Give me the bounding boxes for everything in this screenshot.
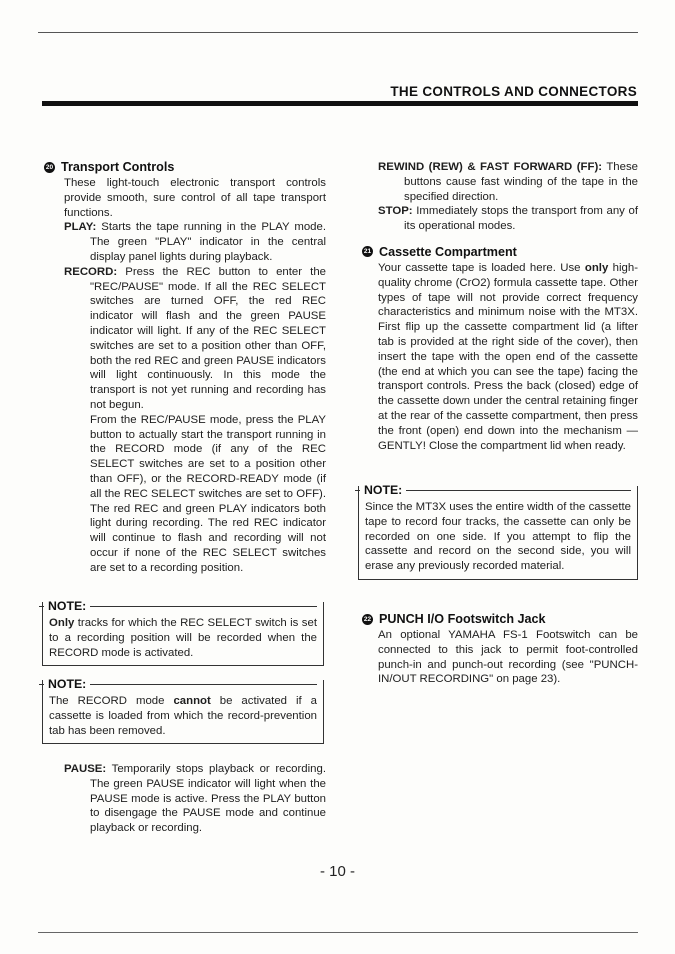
record-paragraph (64, 265, 326, 413)
pause-block (64, 762, 326, 836)
left-column (44, 160, 326, 576)
note-label: NOTE: (48, 599, 87, 613)
rewind-paragraph (378, 160, 638, 204)
bottom-rule (38, 932, 638, 933)
note-body-a: The RECORD mode (49, 695, 174, 707)
cassette-body (362, 261, 638, 453)
section-number-badge: 22 (363, 615, 372, 623)
pause-text: Temporarily stops playback or recording. The green PAUSE indicator will light when the PAUSE mode is active. Press the PLAY button to disengage the PAUSE mode and continue playback or recording. (90, 763, 326, 835)
transport-controls-title: Transport Controls (61, 160, 175, 174)
note-text (49, 616, 317, 660)
punch-heading (362, 612, 638, 626)
note-box-rec-select (42, 599, 324, 666)
note-heading (355, 483, 631, 497)
top-rule (38, 32, 638, 33)
note-body: tracks for which the REC SELECT switch is set to a recording position will be recorded when the RECORD mode is activated. (49, 617, 317, 659)
note-tick (39, 606, 44, 607)
cassette-text-b: high-quality chrome (CrO2) formula cassette tape. Other types of tape will not provide correct frequency characteristics and minimum noise with the MT3X. First flip up the cassette compartment lid (a lifter tab is provided at the right side of the cover), then insert the tape with the open end of the cassette (the end at which you can see the tape) facing the transport controls. Press the back (closed) edge of the cassette down under the central retaining finger at the rear of the cassette compartment, then press the front (open) end down into the mechanism — GENTLY! Close the compartment lid when ready. (378, 261, 638, 452)
note-label: NOTE: (364, 483, 403, 497)
record-paragraph-2: From the REC/PAUSE mode, press the PLAY button to actually start the transport running in the RECORD mode (if any of the REC SELECT switches are set to a position other than OFF), or the RECORD-READY mode (if all the REC SELECT switches are set to OFF). The red REC and green PLAY indicators both light during recording. The red REC indicator will continue to flash and recording will not occur if none of the REC SELECT switches are set to a recording position. (90, 413, 326, 574)
cassette-title: Cassette Compartment (379, 244, 517, 259)
record-text: Press the REC button to enter the "REC/PAUSE" mode. If all the REC SELECT switches are turned OFF, the red REC indicator will flash and the green PAUSE indicator will light. If any of the REC SELECT switches are set to a position other than OFF, both the red REC and green PAUSE indicators will light continuously. In this mode the transport is not yet running and recording has not begun. (90, 265, 326, 411)
cassette-paragraph (378, 261, 638, 453)
note-box-one-side (358, 483, 638, 580)
punch-paragraph: An optional YAMAHA FS-1 Footswitch can be connected to this jack to permit foot-controlled punch-in and punch-out recording (see "PUNCH-IN/OUT RECORDING" on page 23). (378, 629, 638, 686)
note-tick (39, 684, 44, 685)
note-label: NOTE: (48, 677, 87, 691)
rewind-stop-block (362, 160, 638, 234)
punch-section (362, 612, 638, 687)
note-heading (39, 677, 317, 691)
play-text: Starts the tape running in the PLAY mode. The green "PLAY" indicator in the central display panel lights during playback. (90, 221, 326, 263)
play-label: PLAY: (64, 221, 97, 234)
page-number: - 10 - (319, 863, 355, 880)
punch-title: PUNCH I/O Footswitch Jack (379, 612, 546, 626)
rewind-text: These buttons cause fast winding of the tape in the specified direction. (404, 161, 638, 203)
note-text: Since the MT3X uses the entire width of the cassette tape to record four tracks, the cassette can only be recorded on one side. If you attempt to flip the cassette and record on the second side, you will erase any previously recorded material. (365, 501, 631, 573)
right-column (362, 160, 638, 453)
note-box-record-prevention (42, 677, 324, 744)
stop-label: STOP: (378, 205, 413, 218)
note-rule (406, 490, 631, 491)
cassette-bold: only (584, 261, 609, 274)
note-rule (90, 684, 317, 685)
play-paragraph (64, 220, 326, 264)
note-rule (90, 606, 317, 607)
stop-text: Immediately stops the transport from any of its operational modes. (404, 205, 638, 233)
transport-intro: These light-touch electronic transport controls provide smooth, sure control of all tape transport functions. (64, 177, 326, 219)
pause-paragraph (64, 762, 326, 836)
note-body-b: be activated if a cassette is loaded from which the record-prevention tab has been removed. (49, 695, 317, 737)
rewind-label: REWIND (REW) & FAST FORWARD (FF): (378, 161, 603, 173)
pause-label: PAUSE: (64, 763, 107, 775)
header-rule (42, 101, 638, 106)
stop-paragraph (378, 204, 638, 234)
section-number-badge: 20 (45, 163, 54, 171)
note-tick (355, 490, 360, 491)
cassette-heading (362, 245, 638, 259)
cassette-text-a: Your cassette tape is loaded here. Use (378, 261, 585, 274)
note-heading (39, 599, 317, 613)
page-header-title: THE CONTROLS AND CONNECTORS (390, 84, 637, 99)
section-number-badge: 21 (363, 248, 372, 256)
record-label: RECORD: (64, 265, 118, 278)
transport-controls-heading (44, 160, 326, 174)
note-text (49, 694, 317, 738)
note-bold: cannot (173, 695, 211, 707)
note-bold: Only (49, 617, 75, 629)
transport-controls-body (44, 176, 326, 576)
